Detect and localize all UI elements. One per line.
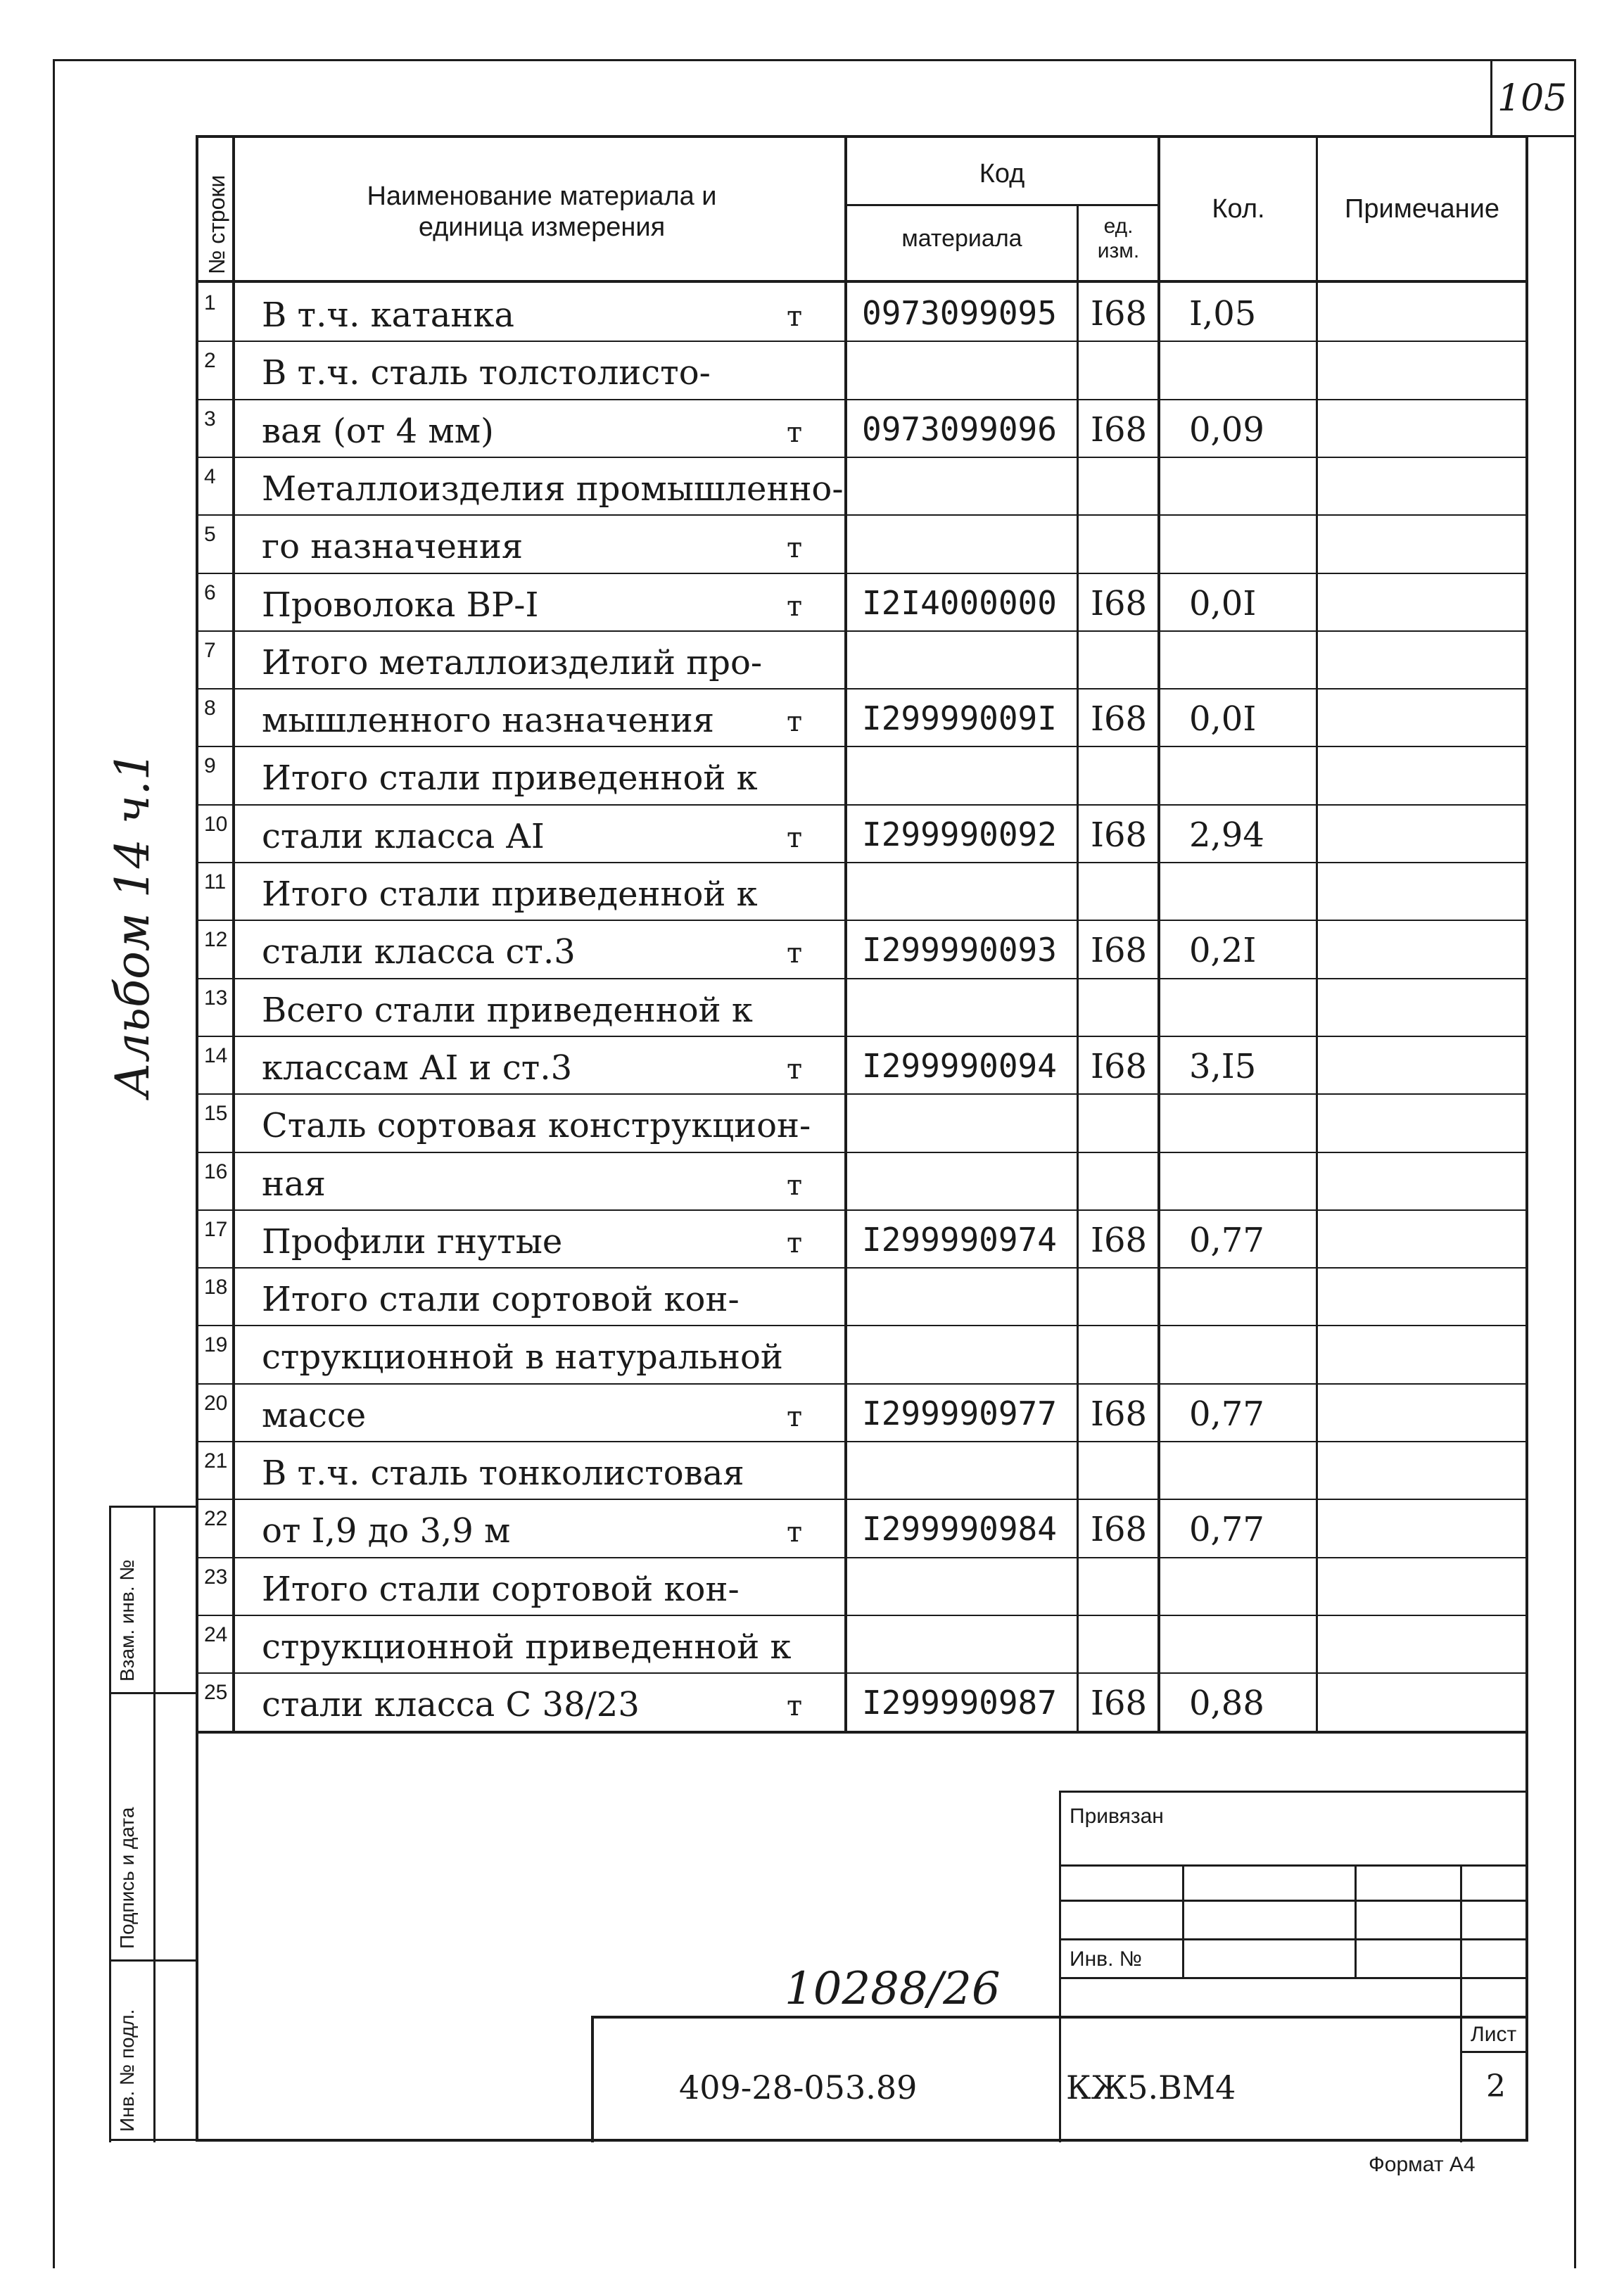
row-name: стали класса АI <box>262 816 545 856</box>
side-inv-orig: Инв. № подл. <box>116 2009 138 2132</box>
side-col-bottom <box>109 2139 198 2141</box>
stamp-line-3 <box>1059 1938 1528 1940</box>
title-block-top <box>591 2016 1528 2019</box>
row-number: 23 <box>204 1565 228 1589</box>
row-name: В т.ч. сталь тонколистовая <box>262 1454 744 1493</box>
stamp-line-2 <box>1059 1900 1528 1902</box>
row-name: Итого стали приведенной к <box>262 875 758 914</box>
stamp-top <box>1059 1791 1528 1793</box>
table-body-bottom <box>196 1731 1528 1734</box>
row-line <box>196 573 1528 574</box>
header-code: Код <box>979 159 1025 189</box>
header-note: Примечание <box>1345 194 1499 224</box>
row-name: массе <box>262 1395 367 1435</box>
row-unit-letter: т <box>787 1400 803 1433</box>
stamp-vert-3 <box>1460 1864 1462 2142</box>
row-number: 24 <box>204 1622 228 1646</box>
row-unit-letter: т <box>787 821 803 854</box>
row-qty: 0,88 <box>1189 1684 1264 1724</box>
row-unit-code: I68 <box>1091 1046 1148 1086</box>
row-line <box>196 457 1528 458</box>
header-qty: Кол. <box>1212 194 1265 224</box>
stamp-block-left <box>1059 1791 1061 2142</box>
row-number: 11 <box>204 870 227 894</box>
row-name: Сталь сортовая конструкцион- <box>262 1106 811 1146</box>
row-number: 9 <box>204 754 216 778</box>
row-line <box>196 630 1528 632</box>
row-number: 18 <box>204 1276 228 1299</box>
row-unit-letter: т <box>787 937 803 970</box>
row-unit-letter: т <box>787 1226 803 1259</box>
row-unit-code: I68 <box>1091 1684 1148 1724</box>
row-name: струкционной приведенной к <box>262 1627 792 1667</box>
row-line <box>196 1152 1528 1153</box>
table-left <box>196 135 198 2142</box>
document-mark: КЖ5.ВМ4 <box>1066 2068 1236 2106</box>
frame-left <box>53 59 55 2268</box>
row-name: стали класса ст.3 <box>262 932 576 972</box>
row-line <box>196 1209 1528 1211</box>
row-number: 13 <box>204 986 228 1010</box>
row-line <box>196 1036 1528 1037</box>
row-name: Итого стали сортовой кон- <box>262 1280 740 1320</box>
row-unit-code: I68 <box>1091 931 1148 971</box>
col-name-sep <box>844 135 847 1732</box>
row-line <box>196 1672 1528 1674</box>
row-number: 25 <box>204 1681 228 1705</box>
side-col-left <box>109 1506 111 2142</box>
row-code: I299990987 <box>862 1684 1057 1722</box>
row-code: I299990092 <box>862 815 1057 853</box>
row-unit-letter: т <box>787 1690 803 1723</box>
side-sep-1 <box>109 1692 198 1694</box>
frame-right <box>1574 59 1576 2268</box>
row-name: от I,9 до 3,9 м <box>262 1511 511 1551</box>
row-code: I299990093 <box>862 931 1057 970</box>
row-line <box>196 1499 1528 1500</box>
row-line <box>196 746 1528 747</box>
handwritten-number: 10288/26 <box>785 1963 1001 2015</box>
col-qty-sep <box>1316 135 1318 1732</box>
row-unit-letter: т <box>787 590 803 623</box>
row-line <box>196 978 1528 979</box>
title-block-left <box>591 2016 594 2142</box>
row-unit-letter: т <box>787 300 803 333</box>
stamp-bound-label: Привязан <box>1070 1805 1164 1828</box>
col-code-sep <box>1077 204 1079 1732</box>
header-name: Наименование материала и единица измерения <box>367 182 717 242</box>
row-line <box>196 514 1528 516</box>
side-sep-2 <box>109 1959 198 1962</box>
row-name: струкционной в натуральной <box>262 1337 783 1378</box>
row-line <box>196 1615 1528 1616</box>
header-material: материала <box>901 225 1022 252</box>
row-number: 14 <box>204 1043 228 1067</box>
side-sign-date: Подпись и дата <box>116 1807 138 1949</box>
row-code: I2I4000000 <box>862 583 1057 622</box>
row-line <box>196 1325 1528 1326</box>
row-qty: 0,77 <box>1189 1220 1264 1260</box>
header-row-no: № строки <box>204 174 229 274</box>
row-unit-letter: т <box>787 1169 803 1202</box>
side-swap-inv: Взам. инв. № <box>116 1559 138 1682</box>
table-right <box>1525 135 1528 2142</box>
document-code: 409-28-053.89 <box>679 2068 918 2106</box>
row-unit-code: I68 <box>1091 1220 1148 1260</box>
row-qty: 0,0I <box>1189 699 1257 739</box>
row-qty: 0,77 <box>1189 1510 1264 1550</box>
row-number: 6 <box>204 580 216 604</box>
row-number: 21 <box>204 1449 228 1473</box>
title-block-bottom <box>196 2139 1528 2142</box>
row-number: 10 <box>204 812 228 836</box>
sheet-label-line <box>1460 2051 1528 2053</box>
row-unit-code: I68 <box>1091 1510 1148 1550</box>
row-line <box>196 1557 1528 1558</box>
row-qty: 0,77 <box>1189 1394 1264 1434</box>
row-line <box>196 804 1528 806</box>
format-label: Формат А4 <box>1369 2153 1476 2176</box>
row-unit-letter: т <box>787 706 803 739</box>
row-number: 1 <box>204 291 216 314</box>
sheet-number: 2 <box>1486 2068 1506 2104</box>
header-bottom <box>196 280 1528 283</box>
row-qty: 0,09 <box>1189 409 1264 450</box>
row-number: 15 <box>204 1102 228 1126</box>
row-unit-code: I68 <box>1091 294 1148 333</box>
row-name: Профили гнутые <box>262 1221 563 1261</box>
row-name: Итого стали приведенной к <box>262 758 758 799</box>
row-name: Проволока ВР-I <box>262 585 539 625</box>
row-number: 4 <box>204 464 216 488</box>
row-number: 7 <box>204 638 216 662</box>
row-code: 0973099095 <box>862 294 1057 332</box>
stamp-vert-2 <box>1355 1864 1357 1977</box>
row-unit-letter: т <box>787 532 803 565</box>
row-number: 8 <box>204 697 216 720</box>
row-unit-letter: т <box>787 1516 803 1549</box>
row-code: 0973099096 <box>862 409 1057 448</box>
row-line <box>196 862 1528 863</box>
row-unit-letter: т <box>787 1053 803 1086</box>
row-number: 19 <box>204 1333 228 1357</box>
code-subheader-line <box>844 204 1160 206</box>
row-line <box>196 1383 1528 1385</box>
row-qty: 2,94 <box>1189 815 1264 855</box>
frame-top <box>53 59 1576 61</box>
row-number: 17 <box>204 1217 228 1241</box>
side-col-top <box>109 1506 198 1508</box>
row-number: 3 <box>204 407 216 431</box>
row-name: стали класса С 38/23 <box>262 1685 640 1725</box>
row-number: 2 <box>204 349 216 373</box>
row-number: 12 <box>204 928 228 952</box>
row-number: 5 <box>204 523 216 547</box>
row-name: ная <box>262 1164 326 1204</box>
row-qty: 0,0I <box>1189 583 1257 623</box>
row-code: I299990977 <box>862 1394 1057 1432</box>
row-name: В т.ч. катанка <box>262 295 514 335</box>
row-line <box>196 1441 1528 1442</box>
stamp-line-4 <box>1059 1977 1528 1979</box>
page-number: 105 <box>1497 77 1568 120</box>
header-unit: ед. изм. <box>1097 215 1140 262</box>
row-number: 20 <box>204 1391 228 1415</box>
row-name: го назначения <box>262 527 524 567</box>
album-side-note: Альбом 14 ч.1 <box>106 751 160 1098</box>
row-name: вая (от 4 мм) <box>262 411 494 451</box>
row-code: I29999009I <box>862 699 1057 738</box>
row-line <box>196 1267 1528 1269</box>
row-unit-code: I68 <box>1091 1394 1148 1434</box>
side-col-mid <box>153 1506 156 2142</box>
row-unit-code: I68 <box>1091 815 1148 855</box>
row-name: классам АI и ст.3 <box>262 1048 573 1088</box>
row-line <box>196 341 1528 342</box>
row-name: В т.ч. сталь толстолисто- <box>262 353 711 393</box>
row-name: Итого металлоизделий про- <box>262 642 763 682</box>
row-line <box>196 920 1528 921</box>
col-unit-sep <box>1157 135 1160 1732</box>
row-unit-letter: т <box>787 416 803 449</box>
table-top <box>196 135 1528 138</box>
row-line <box>196 399 1528 400</box>
stamp-vert-1 <box>1182 1864 1184 1977</box>
row-qty: 3,I5 <box>1189 1046 1257 1086</box>
row-code: I299990974 <box>862 1220 1057 1259</box>
row-qty: 0,2I <box>1189 931 1257 971</box>
row-unit-code: I68 <box>1091 583 1148 623</box>
row-qty: I,05 <box>1189 294 1257 333</box>
row-name: Металлоизделия промышленно- <box>262 469 844 509</box>
row-name: мышленного назначения <box>262 701 715 741</box>
sheet-label: Лист <box>1471 2023 1517 2046</box>
row-name: Всего стали приведенной к <box>262 990 753 1030</box>
row-code: I299990984 <box>862 1510 1057 1549</box>
row-name: Итого стали сортовой кон- <box>262 1569 740 1609</box>
row-line <box>196 1093 1528 1095</box>
row-number: 22 <box>204 1507 228 1531</box>
row-unit-code: I68 <box>1091 699 1148 739</box>
page-number-box-left <box>1490 59 1492 136</box>
row-code: I299990094 <box>862 1046 1057 1085</box>
row-number: 16 <box>204 1159 228 1183</box>
row-line <box>196 688 1528 689</box>
stamp-line-1 <box>1059 1864 1528 1867</box>
row-unit-code: I68 <box>1091 409 1148 450</box>
stamp-inv-label: Инв. № <box>1070 1947 1142 1971</box>
col-no-sep <box>232 135 235 1732</box>
